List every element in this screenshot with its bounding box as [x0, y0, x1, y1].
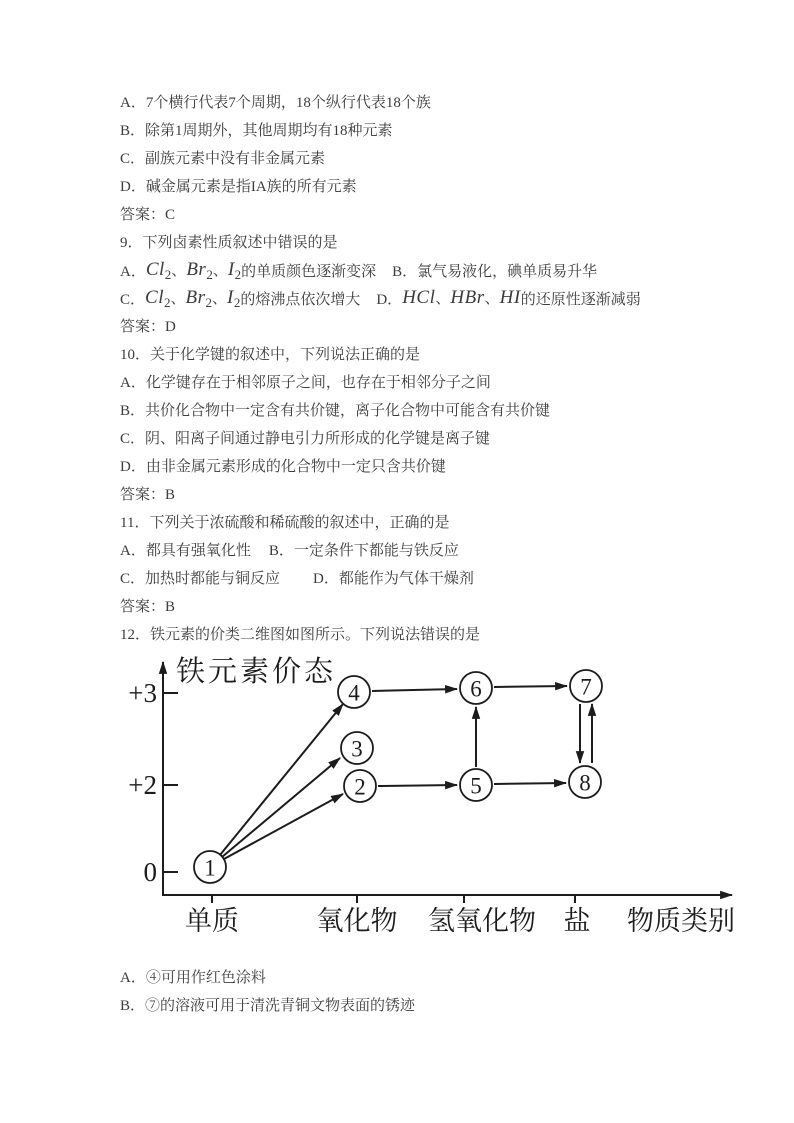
x-label-yan: 盐: [563, 906, 591, 936]
node-2-label: 2: [354, 774, 366, 800]
arrow-2-to-5: [378, 785, 457, 786]
q9-answer: 答案：D: [120, 319, 176, 335]
q10-option-b: B．共价化合物中一定含有共价键，离子化合物中可能含有共价键: [120, 403, 551, 419]
q8-option-b: B．除第1周期外，其他周期均有18种元素: [120, 123, 393, 139]
q8-option-c: C．副族元素中没有非金属元素: [120, 151, 326, 167]
q11-option-c: C．加热时都能与铜反应: [120, 571, 281, 587]
arrow-4-to-6: [372, 689, 457, 691]
q8-option-a: A．7个横行代表7个周期，18个纵行代表18个族: [120, 95, 431, 111]
arrow-6-to-7: [494, 686, 567, 687]
node-5-label: 5: [470, 773, 482, 799]
q9-options-cd-row: [120, 285, 740, 313]
iron-valence-category-diagram: [100, 650, 760, 950]
q11-answer: 答案：B: [120, 599, 176, 615]
y-label-plus2: +2: [128, 770, 157, 800]
halogen-formula: $Cl_2$、$Br_2$、$I_2$: [145, 259, 242, 282]
y-label-zero: 0: [143, 857, 157, 887]
x-axis-title: 物质类别: [627, 906, 735, 936]
chart-node-3: [341, 732, 373, 764]
arrow-1-to-3: [222, 758, 340, 857]
q11-options-ab-row: [120, 537, 740, 565]
node-7-label: 7: [580, 674, 592, 700]
q9-option-a-label: A．: [120, 264, 146, 280]
chart-title: 铁元素价态: [176, 656, 337, 688]
question-text-block: [120, 89, 740, 649]
q9-options-ab-row: [120, 257, 740, 285]
q10-stem: 10．关于化学键的叙述中，下列说法正确的是: [120, 347, 421, 363]
chart-node-8: [569, 766, 601, 798]
q9-option-d-label: D．: [376, 292, 403, 308]
q10-option-a: A．化学键存在于相邻原子之间，也存在于相邻分子之间: [120, 375, 491, 391]
q10-option-c: C．阴、阳离子间通过静电引力所形成的化学键是离子键: [120, 431, 491, 447]
chart-node-7: [570, 670, 602, 702]
q10-answer: 答案：B: [120, 487, 176, 503]
q12-options-block: [120, 964, 740, 1020]
arrow-1-to-4: [220, 704, 343, 855]
q11-option-b: B．一定条件下都能与铁反应: [268, 543, 459, 559]
q11-options-cd-row: [120, 565, 740, 593]
chart-node-6: [460, 672, 492, 704]
x-label-qingyanghuawu: 氢氧化物: [428, 906, 536, 936]
hydrogen-halide-formula: HCl、HBr、HI: [402, 287, 521, 308]
node-6-label: 6: [470, 676, 482, 702]
q12-option-b: B．⑦的溶液可用于清洗青铜文物表面的锈迹: [120, 998, 416, 1014]
x-label-danzhi: 单质: [185, 906, 239, 936]
q9-option-a-text: 的单质颜色逐渐变深: [241, 264, 377, 280]
valence-chart-svg: [100, 650, 760, 950]
arrow-1-to-2: [224, 794, 343, 859]
q11-stem: 11．下列关于浓硫酸和稀硫酸的叙述中，正确的是: [120, 515, 450, 531]
q12-stem: 12．铁元素的价类二维图如图所示。下列说法错误的是: [120, 627, 481, 643]
q10-option-d: D．由非金属元素形成的化合物中一定只含共价键: [120, 459, 446, 475]
chart-node-5: [460, 769, 492, 801]
node-1-label: 1: [204, 855, 216, 881]
chart-node-4: [338, 676, 370, 708]
q11-option-a: A．都具有强氧化性: [120, 543, 251, 559]
chart-node-2: [344, 770, 376, 802]
q9-stem: 9．下列卤素性质叙述中错误的是: [120, 235, 338, 251]
q8-option-d: D．碱金属元素是指IA族的所有元素: [120, 179, 357, 195]
q9-option-b: B．氯气易液化，碘单质易升华: [392, 264, 598, 280]
arrow-5-to-8: [494, 783, 566, 784]
q9-option-c-label: C．: [120, 292, 146, 308]
q12-option-a: A．④可用作红色涂料: [120, 970, 266, 986]
halogen-formula: $Cl_2$、$Br_2$、$I_2$: [145, 287, 241, 310]
x-label-yanghuawu: 氧化物: [316, 906, 398, 936]
node-3-label: 3: [351, 736, 363, 762]
node-4-label: 4: [348, 680, 360, 706]
q8-answer: 答案：C: [120, 207, 176, 223]
node-8-label: 8: [579, 770, 591, 796]
y-label-plus3: +3: [128, 678, 157, 708]
q11-option-d: D．都能作为气体干燥剂: [313, 571, 474, 587]
q9-option-d-text: 的还原性逐渐减弱: [520, 292, 641, 308]
chart-node-1: [194, 851, 226, 883]
q9-option-c-text: 的熔沸点依次增大: [240, 292, 361, 308]
